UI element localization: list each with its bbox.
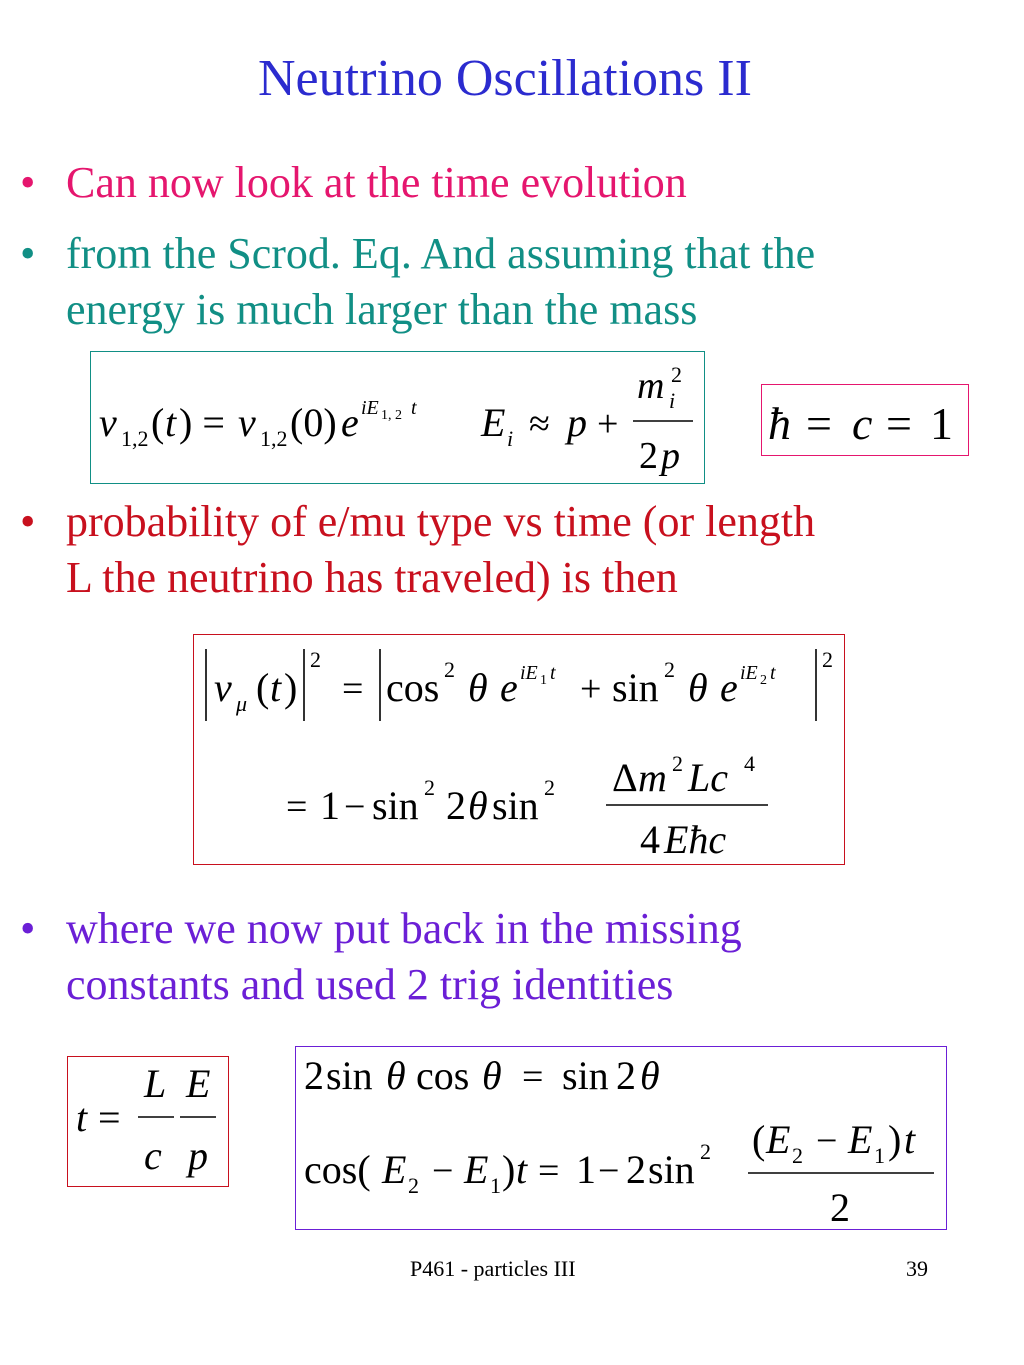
svg-text:2: 2 xyxy=(760,673,767,688)
svg-text:θ: θ xyxy=(640,1053,660,1098)
trig-identity-2 xyxy=(304,1117,934,1230)
svg-text:E: E xyxy=(382,1147,407,1192)
svg-text:1: 1 xyxy=(576,1147,596,1192)
bullet-dot: • xyxy=(20,229,36,278)
trig-identities-box xyxy=(295,1046,947,1230)
svg-text:2: 2 xyxy=(639,435,658,477)
svg-text:θ: θ xyxy=(688,665,708,710)
svg-text:4: 4 xyxy=(744,751,755,776)
svg-text:t: t xyxy=(516,1147,528,1192)
svg-text:1, 2: 1, 2 xyxy=(381,408,402,423)
bullet-dot: • xyxy=(20,158,36,207)
svg-text:1: 1 xyxy=(930,398,953,449)
bullet-dot: • xyxy=(20,904,36,953)
svg-text:i: i xyxy=(507,426,514,451)
svg-text:θ: θ xyxy=(482,1053,502,1098)
svg-text:=: = xyxy=(538,1150,560,1192)
svg-text:Eħc: Eħc xyxy=(664,817,727,862)
svg-text:sin: sin xyxy=(326,1053,373,1098)
bullet-4-text xyxy=(66,901,742,1013)
svg-text:2: 2 xyxy=(626,1147,646,1192)
svg-text:1: 1 xyxy=(540,673,547,688)
svg-text:2: 2 xyxy=(616,1053,636,1098)
svg-text:=: = xyxy=(886,398,912,449)
footer-course-label: P461 - particles III xyxy=(410,1256,576,1281)
svg-text:2: 2 xyxy=(830,1185,850,1230)
time-evolution-formula xyxy=(99,397,417,451)
bullet-2-text xyxy=(66,226,815,338)
natural-units-box xyxy=(761,384,969,456)
svg-text:): ) xyxy=(888,1117,902,1162)
svg-text:2: 2 xyxy=(792,1143,803,1168)
svg-text:m: m xyxy=(638,755,667,800)
svg-text:cos: cos xyxy=(416,1053,470,1098)
svg-text:1: 1 xyxy=(320,783,340,828)
svg-text:2: 2 xyxy=(310,647,321,672)
svg-text:E: E xyxy=(848,1117,873,1162)
svg-text:=: = xyxy=(522,1056,544,1098)
svg-text:θ: θ xyxy=(468,783,488,828)
svg-text:L: L xyxy=(144,1061,167,1106)
svg-text:2: 2 xyxy=(424,775,435,800)
bullet-2-line-1: from the Scrod. Eq. And assuming that the xyxy=(66,229,816,278)
svg-text:ν: ν xyxy=(99,400,117,445)
svg-text:Lc: Lc xyxy=(688,755,728,800)
svg-text:−: − xyxy=(816,1120,838,1162)
svg-text:m: m xyxy=(637,365,665,407)
svg-text:e: e xyxy=(341,400,359,445)
svg-text:E: E xyxy=(186,1061,211,1106)
svg-text:p: p xyxy=(567,400,587,445)
svg-text:4: 4 xyxy=(640,817,660,862)
probability-line-1 xyxy=(206,647,833,721)
svg-text:1: 1 xyxy=(874,1143,885,1168)
svg-text:t: t xyxy=(270,665,282,710)
svg-text:2: 2 xyxy=(304,1053,324,1098)
svg-text:1,2: 1,2 xyxy=(121,426,149,451)
probability-line-2 xyxy=(286,751,768,862)
svg-text:iE: iE xyxy=(361,397,379,419)
svg-text:t: t xyxy=(76,1095,88,1140)
svg-text:e: e xyxy=(500,665,518,710)
svg-text:2: 2 xyxy=(408,1173,419,1198)
bullet-3-line-1: probability of e/mu type vs time (or length xyxy=(66,497,816,546)
svg-text:sin: sin xyxy=(372,783,419,828)
svg-text:c: c xyxy=(144,1133,162,1178)
svg-text:(: ( xyxy=(151,400,165,445)
svg-text:sin: sin xyxy=(492,783,539,828)
svg-text:2: 2 xyxy=(446,783,466,828)
svg-text:sin: sin xyxy=(648,1147,695,1192)
time-evolution-equation xyxy=(91,352,704,483)
svg-text:2: 2 xyxy=(822,647,833,672)
time-evolution-equation-box xyxy=(90,351,705,484)
svg-text:−: − xyxy=(432,1150,454,1192)
bullet-2-line-2: energy is much larger than the mass xyxy=(66,285,698,334)
bullet-4-line-2: constants and used 2 trig identities xyxy=(66,960,674,1009)
svg-text:t: t xyxy=(411,397,417,419)
bullet-1-line-1: Can now look at the time evolution xyxy=(66,158,687,207)
svg-text:2: 2 xyxy=(671,362,682,387)
probability-equation-box xyxy=(193,634,845,865)
trig-identity-1 xyxy=(304,1053,660,1098)
svg-text:p: p xyxy=(661,435,680,477)
svg-text:t: t xyxy=(770,662,776,684)
svg-text:E: E xyxy=(464,1147,489,1192)
svg-text:t: t xyxy=(550,662,556,684)
slide-title: Neutrino Oscillations II xyxy=(258,50,752,107)
svg-text:θ: θ xyxy=(386,1053,406,1098)
energy-approximation-formula xyxy=(480,362,693,477)
time-length-box xyxy=(67,1056,229,1187)
svg-text:+: + xyxy=(597,403,619,445)
svg-text:c: c xyxy=(852,398,873,449)
svg-text:+: + xyxy=(580,668,602,710)
svg-text:=: = xyxy=(98,1095,121,1140)
svg-text:ħ: ħ xyxy=(768,398,791,449)
svg-text:θ: θ xyxy=(468,665,488,710)
bullet-3-text xyxy=(66,494,815,606)
svg-text:ν: ν xyxy=(214,665,232,710)
svg-text:1,2: 1,2 xyxy=(260,426,288,451)
bullet-dot: • xyxy=(20,497,36,546)
svg-text:−: − xyxy=(598,1150,620,1192)
svg-text:2: 2 xyxy=(664,657,675,682)
svg-text:t: t xyxy=(904,1117,916,1162)
svg-text:≈: ≈ xyxy=(529,403,550,445)
bullet-1-text xyxy=(66,155,687,211)
svg-text:iE: iE xyxy=(740,662,758,684)
svg-text:iE: iE xyxy=(520,662,538,684)
footer-page-number: 39 xyxy=(906,1256,928,1281)
svg-text:1: 1 xyxy=(490,1173,501,1198)
svg-text:E: E xyxy=(481,400,506,445)
svg-text:) =: ) = xyxy=(179,400,225,445)
svg-text:ν: ν xyxy=(238,400,256,445)
svg-text:): ) xyxy=(284,665,298,710)
svg-text:): ) xyxy=(502,1147,516,1192)
svg-text:t: t xyxy=(165,400,177,445)
svg-text:cos(: cos( xyxy=(304,1147,371,1192)
natural-units-equation xyxy=(762,385,968,455)
svg-text:i: i xyxy=(669,388,676,413)
svg-text:sin: sin xyxy=(562,1053,609,1098)
svg-text:sin: sin xyxy=(612,665,659,710)
svg-text:p: p xyxy=(188,1133,208,1178)
svg-text:2: 2 xyxy=(444,657,455,682)
svg-text:=: = xyxy=(286,786,308,828)
svg-text:2: 2 xyxy=(700,1139,711,1164)
svg-text:(0): (0) xyxy=(290,400,337,445)
svg-text:−: − xyxy=(344,786,366,828)
svg-text:cos: cos xyxy=(386,665,440,710)
time-length-equation xyxy=(68,1057,228,1186)
trig-identities-equation xyxy=(296,1047,946,1229)
svg-text:=: = xyxy=(342,668,364,710)
svg-text:e: e xyxy=(720,665,738,710)
svg-text:=: = xyxy=(806,398,832,449)
svg-text:2: 2 xyxy=(672,751,683,776)
svg-text:(: ( xyxy=(256,665,270,710)
bullet-3-line-2: L the neutrino has traveled) is then xyxy=(66,553,678,602)
probability-equation xyxy=(194,635,844,864)
svg-text:Δ: Δ xyxy=(612,755,638,800)
svg-text:μ: μ xyxy=(236,691,248,716)
svg-text:(: ( xyxy=(752,1117,766,1162)
bullet-4-line-1: where we now put back in the missing xyxy=(66,904,742,953)
svg-text:2: 2 xyxy=(544,775,555,800)
svg-text:E: E xyxy=(766,1117,791,1162)
